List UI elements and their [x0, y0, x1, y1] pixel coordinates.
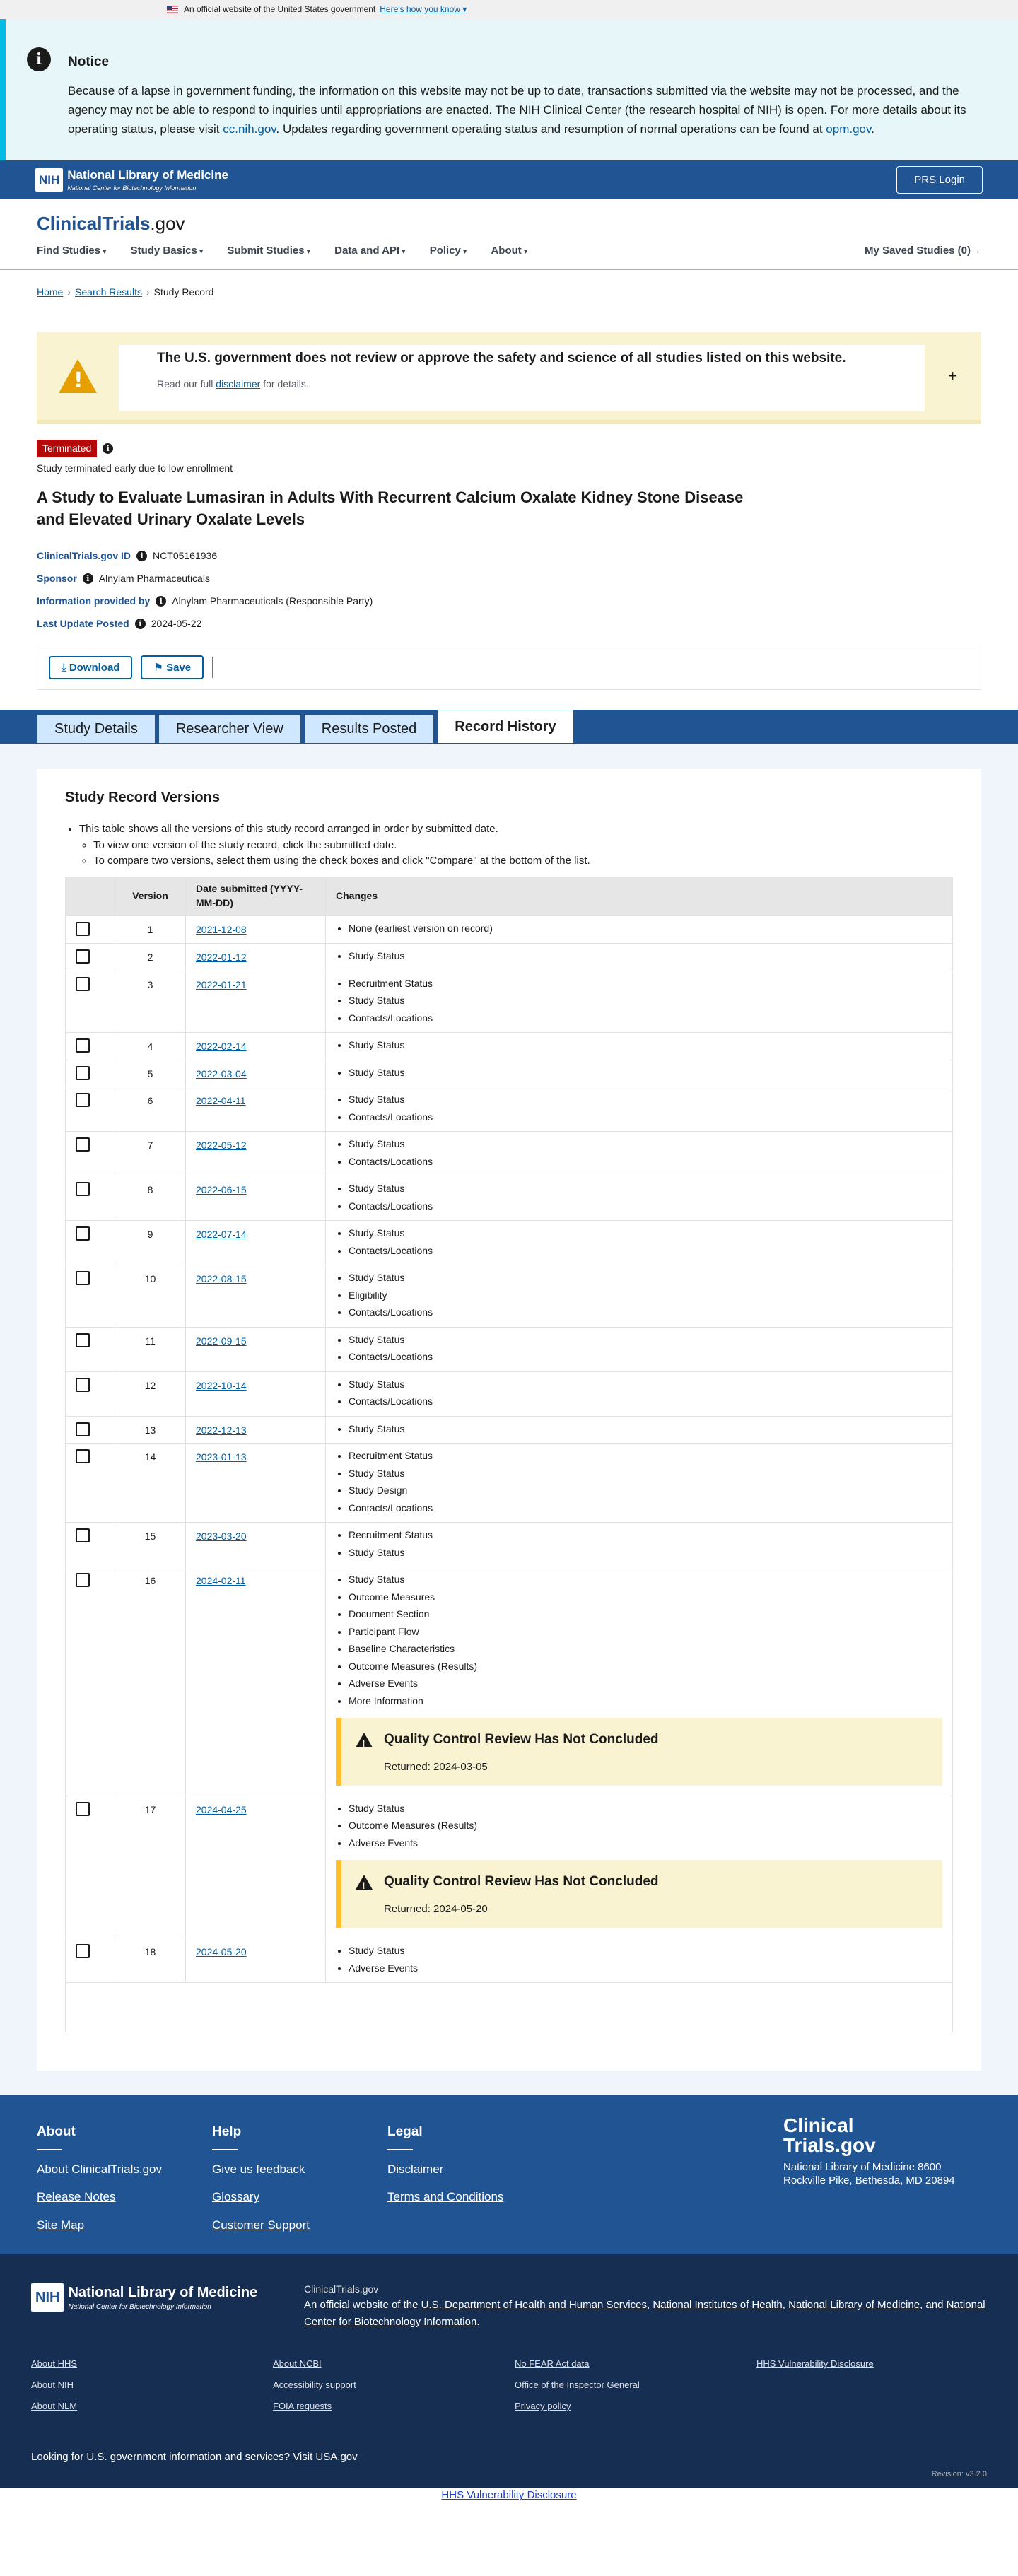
footer-link[interactable]: Office of the Inspector General: [515, 2379, 640, 2391]
change-item: • Document Section: [349, 1605, 942, 1623]
info-icon[interactable]: i: [83, 573, 93, 584]
hhs-link[interactable]: U.S. Department of Health and Human Services: [421, 2299, 647, 2312]
version-changes: [326, 1567, 953, 1796]
table-row: [66, 1523, 953, 1567]
table-row: [66, 1416, 953, 1444]
save-button[interactable]: ⚑ Save: [141, 655, 204, 679]
qc-alert: ! Quality Control Review Has Not Concluded Returned: 2024-03-05: [336, 1718, 942, 1786]
change-item: • Study Status: [349, 1465, 942, 1482]
version-changes: [326, 1444, 953, 1523]
footer-link[interactable]: Terms and Conditions: [387, 2190, 504, 2204]
version-checkbox[interactable]: [76, 1944, 90, 1958]
version-checkbox[interactable]: [76, 1182, 90, 1196]
footer-link[interactable]: Give us feedback: [212, 2162, 305, 2176]
footer-link[interactable]: Disclaimer: [387, 2162, 444, 2176]
disclaimer-alert: [37, 332, 981, 424]
bookmark-icon: ⚑: [153, 662, 163, 674]
nav-policy[interactable]: Policy ▾: [430, 243, 467, 258]
us-flag-icon: [167, 6, 178, 13]
last-update-date: 2024-05-22: [151, 617, 202, 629]
site-header: [0, 199, 1018, 270]
change-item: • Study Status: [349, 1544, 942, 1562]
version-date-link[interactable]: 2022-06-15: [196, 1184, 247, 1196]
version-date-link[interactable]: 2022-05-12: [196, 1140, 247, 1152]
version-checkbox[interactable]: [76, 922, 90, 936]
footer-help: Help Give us feedback Glossary Customer Support: [212, 2123, 310, 2245]
version-changes: [326, 1371, 953, 1416]
version-checkbox[interactable]: [76, 1422, 90, 1436]
info-icon[interactable]: i: [136, 551, 147, 561]
change-item: • Study Status: [349, 947, 942, 965]
ncbi-link[interactable]: National Center for Biotechnology Information: [304, 2299, 985, 2329]
version-checkbox[interactable]: [76, 1137, 90, 1152]
change-item: • Study Status: [349, 1376, 942, 1393]
version-date-link[interactable]: 2024-05-20: [196, 1946, 247, 1958]
change-item: • Study Status: [349, 1942, 942, 1960]
version-date-link[interactable]: 2023-03-20: [196, 1530, 247, 1542]
version-checkbox[interactable]: [76, 1226, 90, 1241]
info-icon[interactable]: i: [135, 619, 146, 629]
version-changes: [326, 916, 953, 944]
nih-link[interactable]: National Institutes of Health: [653, 2299, 783, 2312]
footer-link[interactable]: HHS Vulnerability Disclosure: [756, 2358, 874, 2370]
nav-find-studies[interactable]: Find Studies ▾: [37, 243, 107, 258]
record-tabs: [0, 710, 1018, 744]
version-checkbox[interactable]: [76, 1573, 90, 1587]
col-date: Date submitted (YYYY-MM-DD): [186, 877, 326, 916]
version-date-link[interactable]: 2022-09-15: [196, 1335, 247, 1347]
notice-text: Because of a lapse in government funding, the information on this website may not be up to date, transactions submitted via the website may not be processed, and the agency may not be able to respond to inquiries until appropriations are enacted. The NIH Clinical Center (the research hospital of NIH) is open. For more details about its operating status, please visit cc.nih.gov. Updates regarding government operating status and resumption of normal operations can be found at opm.gov.: [68, 84, 966, 136]
termination-reason: Study terminated early due to low enrollment: [37, 462, 233, 474]
usa-gov-link[interactable]: Visit USA.gov: [293, 2451, 358, 2464]
change-item: • Contacts/Locations: [349, 1009, 942, 1027]
footer-link[interactable]: FOIA requests: [273, 2401, 332, 2412]
footer-brand: Clinical Trials.gov National Library of Medicine 8600 Rockville Pike, Bethesda, MD 20894: [783, 2114, 955, 2186]
change-item: • Study Status: [349, 1571, 942, 1588]
version-date-link[interactable]: 2024-04-25: [196, 1803, 247, 1815]
change-item: • Study Design: [349, 1482, 942, 1499]
nlm-footer: NIH National Library of Medicine National Center for Biotechnology Information ClinicalTrials.gov An official website of the U.S. Department of Health and Human Services, National Institutes of Health, National Library of Medicine, and National Center for Biotechnology Information. About HHS About NIH About NLM About NCBI Accessibility support FOIA requests No FEAR Act data Office of the Inspector General Privacy policy HHS Vulnerability Disclosure Looking for U.S. government information and services? Visit USA.gov Revision: v3.2.0: [0, 2254, 1018, 2488]
tab-results-posted[interactable]: Results Posted: [304, 714, 435, 744]
footer-link[interactable]: About NIH: [31, 2379, 74, 2391]
last-update-label: Last Update Posted: [37, 617, 129, 629]
breadcrumb: [37, 286, 981, 300]
change-item: • Study Status: [349, 1800, 942, 1817]
version-number: 14: [115, 1444, 186, 1523]
disclaimer-link[interactable]: disclaimer: [216, 378, 261, 390]
change-item: • Study Status: [349, 1064, 942, 1082]
footer-link[interactable]: About HHS: [31, 2358, 78, 2370]
footer-link[interactable]: Privacy policy: [515, 2401, 571, 2412]
nct-id-label: ClinicalTrials.gov ID: [37, 549, 131, 561]
breadcrumb-current: Study Record: [153, 286, 214, 298]
funding-notice: [0, 19, 1018, 160]
table-row: [66, 1796, 953, 1938]
clinicaltrials-logo[interactable]: ClinicalTrials.gov: [37, 213, 185, 234]
version-number: 6: [115, 1087, 186, 1132]
study-meta: [37, 544, 981, 635]
change-item: • Study Status: [349, 992, 942, 1009]
nlm-footer-logo[interactable]: NIH National Library of Medicine National Center for Biotechnology Information: [31, 2283, 257, 2312]
nav-submit-studies[interactable]: Submit Studies ▾: [227, 243, 310, 258]
tab-study-details[interactable]: Study Details: [37, 714, 156, 744]
provided-by: Alnylam Pharmaceuticals (Responsible Party): [172, 595, 373, 607]
table-row: [66, 1327, 953, 1371]
versions-table: [65, 877, 953, 2032]
table-row: [66, 1176, 953, 1221]
study-title: A Study to Evaluate Lumasiran in Adults With Recurrent Calcium Oxalate Kidney Stone Disease and Elevated Urinary Oxalate Levels: [37, 488, 744, 528]
version-number: 18: [115, 1938, 186, 1983]
change-item: • Contacts/Locations: [349, 1348, 942, 1366]
version-number: 16: [115, 1567, 186, 1796]
change-item: • Study Status: [349, 1269, 942, 1287]
table-row: [66, 1087, 953, 1132]
footer-link[interactable]: About ClinicalTrials.gov: [37, 2162, 162, 2176]
change-item: • Adverse Events: [349, 1675, 942, 1692]
versions-card: [37, 769, 981, 2071]
version-date-link[interactable]: 2022-01-21: [196, 978, 247, 990]
nav-about[interactable]: About ▾: [491, 243, 527, 258]
version-date-link[interactable]: 2022-03-04: [196, 1067, 247, 1079]
cc-nih-link[interactable]: cc.nih.gov: [223, 122, 276, 136]
version-checkbox[interactable]: [76, 949, 90, 964]
sponsor: Alnylam Pharmaceuticals: [98, 572, 210, 584]
version-checkbox[interactable]: [76, 977, 90, 991]
sponsor-label: Sponsor: [37, 572, 77, 584]
breadcrumb-search-results[interactable]: Search Results: [75, 286, 142, 298]
footer-about: About About ClinicalTrials.gov Release Notes Site Map: [37, 2123, 162, 2245]
version-number: 17: [115, 1796, 186, 1938]
nih-logo-icon: NIH: [31, 2283, 64, 2312]
version-date-link[interactable]: 2023-01-13: [196, 1451, 247, 1463]
change-item: • Contacts/Locations: [349, 1304, 942, 1321]
change-item: • Participant Flow: [349, 1623, 942, 1641]
notice-title: Notice: [68, 54, 110, 69]
version-changes: [326, 1060, 953, 1087]
version-changes: [326, 1132, 953, 1176]
version-changes: [326, 1416, 953, 1444]
version-number: 1: [115, 916, 186, 944]
nlm-link[interactable]: National Library of Medicine: [788, 2299, 920, 2312]
opm-link[interactable]: opm.gov: [826, 122, 872, 136]
version-date-link[interactable]: 2024-02-11: [196, 1575, 246, 1587]
info-icon: i: [27, 47, 51, 71]
gov-banner: [0, 0, 1018, 19]
info-icon[interactable]: i: [156, 596, 166, 607]
nct-id: NCT05161936: [153, 549, 218, 561]
footer-link[interactable]: About NCBI: [273, 2358, 322, 2370]
status-info-icon[interactable]: i: [103, 443, 113, 454]
main-nav: [37, 243, 981, 258]
change-item: • Study Status: [349, 1091, 942, 1108]
change-item: • More Information: [349, 1692, 942, 1710]
version-number: 12: [115, 1371, 186, 1416]
nlm-logo[interactable]: [35, 167, 228, 192]
change-item: • Recruitment Status: [349, 1447, 942, 1465]
change-item: • Outcome Measures: [349, 1588, 942, 1606]
version-number: 13: [115, 1416, 186, 1444]
download-icon: ⤓: [62, 661, 66, 674]
version-changes: [326, 1221, 953, 1265]
divider: [212, 657, 213, 678]
tab-record-history[interactable]: Record History: [437, 710, 573, 744]
prs-login-button[interactable]: PRS Login: [896, 166, 983, 194]
heres-how-you-know-link[interactable]: Here's how you know ▾: [380, 4, 467, 15]
version-checkbox[interactable]: [76, 1271, 90, 1285]
footer-link[interactable]: Release Notes: [37, 2190, 116, 2204]
version-number: 7: [115, 1132, 186, 1176]
table-row: [66, 1444, 953, 1523]
version-checkbox[interactable]: [76, 1066, 90, 1080]
download-button[interactable]: ⤓ Download: [49, 656, 132, 679]
change-item: • Contacts/Locations: [349, 1499, 942, 1517]
nav-data-api[interactable]: Data and API ▾: [334, 243, 406, 258]
footer-link[interactable]: Accessibility support: [273, 2379, 356, 2391]
change-item: • Outcome Measures (Results): [349, 1658, 942, 1675]
change-item: • Study Status: [349, 1224, 942, 1242]
version-number: 8: [115, 1176, 186, 1221]
change-item: • Study Status: [349, 1180, 942, 1198]
change-item: • Adverse Events: [349, 1960, 942, 1977]
versions-title: Study Record Versions: [65, 790, 220, 806]
qc-alert: ! Quality Control Review Has Not Concluded Returned: 2024-05-20: [336, 1860, 942, 1928]
disclaimer-title: The U.S. government does not review or approve the safety and science of all studies listed on this website.: [157, 350, 846, 365]
version-date-link[interactable]: 2022-07-14: [196, 1229, 247, 1241]
footer-link[interactable]: About NLM: [31, 2401, 78, 2412]
footer-link[interactable]: Glossary: [212, 2190, 260, 2204]
table-row: [66, 943, 953, 971]
footer-legal: Legal Disclaimer Terms and Conditions: [387, 2123, 503, 2217]
change-item: • Outcome Measures (Results): [349, 1817, 942, 1834]
col-changes: Changes: [326, 877, 953, 916]
versions-intro: • This table shows all the versions of this study record arranged in order by submitted date. ◦ To view one version of the study record, click the submitted date. ◦ To compare two versions, select them using the check boxes and click "Compare" at the bottom of the list.: [65, 821, 953, 870]
change-item: • None (earliest version on record): [349, 920, 942, 937]
table-row: [66, 971, 953, 1033]
change-item: • Study Status: [349, 1036, 942, 1054]
version-date-link[interactable]: 2022-12-13: [196, 1424, 247, 1436]
change-item: • Study Status: [349, 1331, 942, 1349]
version-checkbox[interactable]: [76, 1038, 90, 1053]
version-changes: [326, 943, 953, 971]
version-number: 10: [115, 1265, 186, 1328]
version-checkbox[interactable]: [76, 1449, 90, 1463]
status-badge: Terminated: [37, 440, 97, 458]
change-item: • Adverse Events: [349, 1834, 942, 1852]
change-item: • Contacts/Locations: [349, 1393, 942, 1410]
change-item: • Contacts/Locations: [349, 1153, 942, 1171]
version-checkbox[interactable]: [76, 1802, 90, 1816]
version-checkbox[interactable]: [76, 1333, 90, 1347]
revision: Revision: v3.2.0: [931, 2470, 987, 2479]
change-item: • Contacts/Locations: [349, 1242, 942, 1260]
hhs-vulnerability-link[interactable]: HHS Vulnerability Disclosure: [441, 2489, 577, 2502]
version-date-link[interactable]: 2022-08-15: [196, 1273, 247, 1285]
change-item: • Contacts/Locations: [349, 1108, 942, 1126]
chevron-right-icon: ›: [67, 286, 71, 298]
version-number: 4: [115, 1033, 186, 1060]
version-checkbox[interactable]: [76, 1528, 90, 1542]
version-changes: [326, 1087, 953, 1132]
version-checkbox[interactable]: [76, 1093, 90, 1107]
version-changes: [326, 1327, 953, 1371]
warning-icon: [356, 1733, 373, 1747]
version-date-link[interactable]: 2022-04-11: [196, 1095, 246, 1107]
change-item: • Recruitment Status: [349, 1526, 942, 1544]
version-date-link[interactable]: 2022-10-14: [196, 1379, 247, 1391]
warning-icon: [59, 359, 97, 393]
version-number: 3: [115, 971, 186, 1033]
nlm-header: [0, 160, 1018, 199]
table-row: [66, 1938, 953, 1983]
nav-study-basics[interactable]: Study Basics ▾: [131, 243, 204, 258]
version-changes: [326, 1938, 953, 1983]
version-changes: [326, 971, 953, 1033]
table-footer-row: [66, 1983, 953, 2032]
nlm-name: National Library of Medicine: [67, 168, 228, 182]
version-date-link[interactable]: 2022-01-12: [196, 951, 247, 963]
table-row: [66, 1371, 953, 1416]
version-changes: [326, 1265, 953, 1328]
status-row: [37, 440, 981, 458]
version-number: 2: [115, 943, 186, 971]
footer-link[interactable]: Site Map: [37, 2218, 85, 2232]
version-date-link[interactable]: 2022-02-14: [196, 1041, 247, 1053]
change-item: • Eligibility: [349, 1287, 942, 1304]
version-number: 5: [115, 1060, 186, 1087]
version-changes: [326, 1796, 953, 1938]
table-row: [66, 916, 953, 944]
version-changes: [326, 1176, 953, 1221]
change-item: • Contacts/Locations: [349, 1198, 942, 1215]
version-changes: [326, 1523, 953, 1567]
provided-by-label: Information provided by: [37, 595, 151, 607]
table-row: [66, 1033, 953, 1060]
chevron-right-icon: ›: [146, 286, 150, 298]
table-row: [66, 1221, 953, 1265]
footer-link[interactable]: No FEAR Act data: [515, 2358, 590, 2370]
version-date-link[interactable]: 2021-12-08: [196, 924, 247, 936]
footer-link[interactable]: Customer Support: [212, 2218, 310, 2232]
version-checkbox[interactable]: [76, 1378, 90, 1392]
change-item: • Recruitment Status: [349, 975, 942, 993]
nih-logo-icon: NIH: [35, 168, 63, 192]
change-item: • Study Status: [349, 1420, 942, 1438]
version-number: 15: [115, 1523, 186, 1567]
ncbi-name: National Center for Biotechnology Information: [67, 185, 197, 192]
version-changes: [326, 1033, 953, 1060]
gov-banner-text: An official website of the United States government: [184, 4, 376, 15]
table-row: [66, 1567, 953, 1796]
table-row: [66, 1132, 953, 1176]
expand-plus-icon[interactable]: +: [948, 366, 957, 385]
table-row: [66, 1060, 953, 1087]
action-bar: [37, 645, 981, 690]
col-version: Version: [115, 877, 186, 916]
table-row: [66, 1265, 953, 1328]
version-number: 11: [115, 1327, 186, 1371]
version-number: 9: [115, 1221, 186, 1265]
warning-icon: [356, 1875, 373, 1890]
site-footer: [0, 2095, 1018, 2254]
change-item: • Baseline Characteristics: [349, 1640, 942, 1658]
tab-researcher-view[interactable]: Researcher View: [158, 714, 301, 744]
my-saved-studies-link[interactable]: My Saved Studies (0)→: [864, 245, 981, 257]
disclaimer-text: Read our full disclaimer for details.: [157, 378, 309, 390]
breadcrumb-home[interactable]: Home: [37, 286, 64, 298]
change-item: • Study Status: [349, 1135, 942, 1153]
